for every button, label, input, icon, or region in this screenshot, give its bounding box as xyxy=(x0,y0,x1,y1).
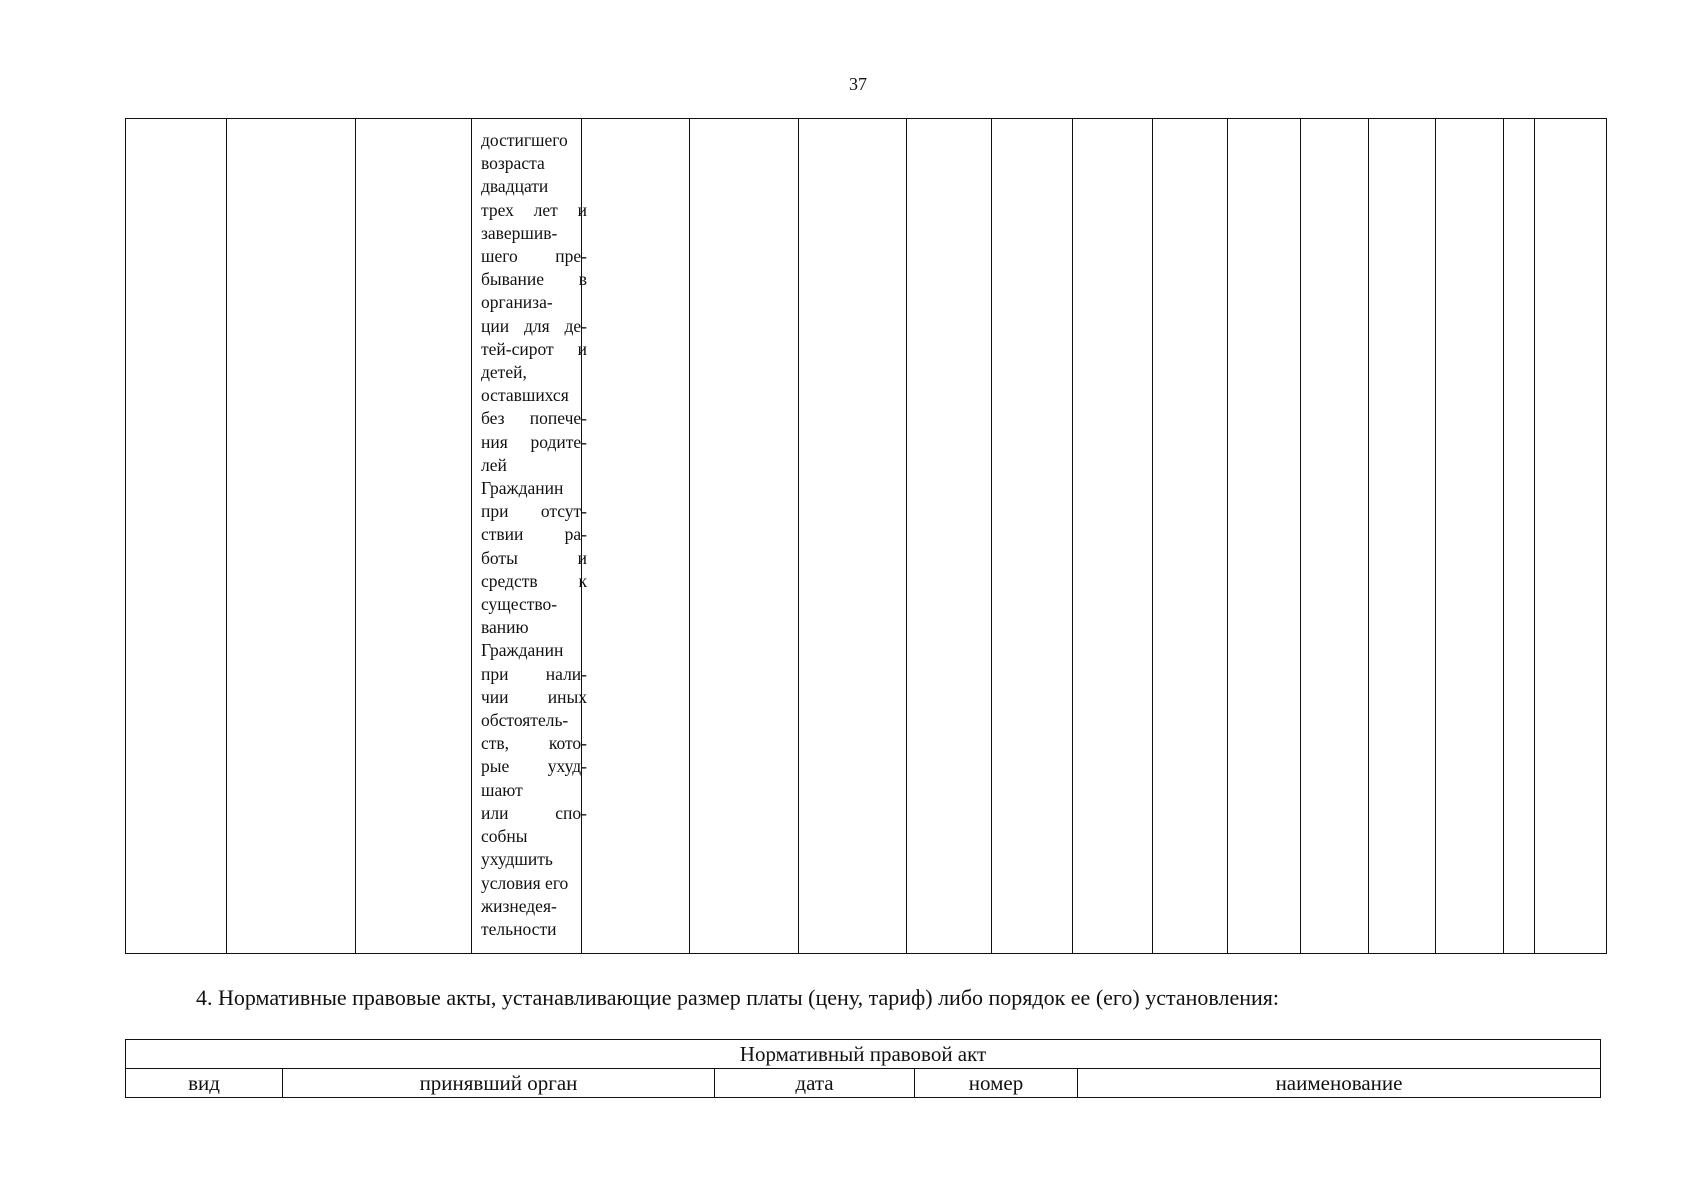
cell-line: ухудшить xyxy=(481,849,553,870)
cell-line: или спо- xyxy=(481,802,587,823)
column-divider xyxy=(226,119,227,953)
cell-line: трех лет и xyxy=(481,199,587,220)
category-cell-text xyxy=(481,129,587,941)
cell-line: двадцати xyxy=(481,176,549,197)
cell-line: Гражданин xyxy=(481,640,564,661)
column-divider xyxy=(1152,119,1153,953)
column-divider xyxy=(1227,119,1228,953)
page-number: 37 xyxy=(849,74,867,94)
column-divider xyxy=(1300,119,1301,953)
column-header-type: вид xyxy=(126,1069,283,1098)
column-divider xyxy=(991,119,992,953)
section-heading: 4. Нормативные правовые акты, устанавливающие размер платы (цену, тариф) либо порядок ее (его) установления: xyxy=(196,985,1280,1010)
column-divider xyxy=(1534,119,1535,953)
cell-line: чии иных xyxy=(481,686,587,707)
cell-line: организа- xyxy=(481,292,553,313)
cell-line: при нали- xyxy=(481,663,587,684)
column-divider xyxy=(1368,119,1369,953)
cell-line: при отсут- xyxy=(481,501,587,522)
cell-line: существо- xyxy=(481,594,558,615)
column-divider xyxy=(1435,119,1436,953)
cell-line: Гражданин xyxy=(481,478,564,499)
cell-line: боты и xyxy=(481,547,587,568)
cell-line: шают xyxy=(481,779,523,800)
cell-line: жизнедея- xyxy=(481,895,557,916)
cell-line: лей xyxy=(481,454,507,475)
cell-line: возраста xyxy=(481,153,545,174)
cell-line: шего пре- xyxy=(481,246,587,267)
column-divider xyxy=(798,119,799,953)
cell-line: завершив- xyxy=(481,222,558,243)
cell-line: без попече- xyxy=(481,408,587,429)
column-divider xyxy=(906,119,907,953)
cell-line: детей, xyxy=(481,362,527,383)
column-header-number: номер xyxy=(915,1069,1078,1098)
cell-line: ции для де- xyxy=(481,315,587,336)
cell-line: ванию xyxy=(481,617,529,638)
cell-line: средств к xyxy=(481,570,587,591)
cell-line: собны xyxy=(481,826,528,847)
normative-act-table xyxy=(125,1039,1601,1098)
column-header-date: дата xyxy=(715,1069,915,1098)
column-divider xyxy=(355,119,356,953)
cell-line: условия его xyxy=(481,872,569,893)
column-divider xyxy=(689,119,690,953)
cell-line: ния родите- xyxy=(481,431,587,452)
cell-line: оставшихся xyxy=(481,385,569,406)
cell-line: тей-сирот и xyxy=(481,338,587,359)
cell-line: обстоятель- xyxy=(481,710,569,731)
table-title-cell: Нормативный правовой акт xyxy=(126,1040,1601,1069)
column-divider xyxy=(1503,119,1504,953)
cell-line: рые ухуд- xyxy=(481,756,587,777)
cell-line: ствии ра- xyxy=(481,524,587,545)
column-divider xyxy=(1072,119,1073,953)
cell-line: бывание в xyxy=(481,269,587,290)
cell-line: тельности xyxy=(481,918,557,939)
column-divider xyxy=(471,119,472,953)
criteria-table xyxy=(125,118,1607,954)
cell-line: ств, кото- xyxy=(481,733,587,754)
column-header-name: наименование xyxy=(1078,1069,1601,1098)
column-header-issuing-authority: принявший орган xyxy=(283,1069,715,1098)
cell-line: достигшего xyxy=(481,130,568,150)
